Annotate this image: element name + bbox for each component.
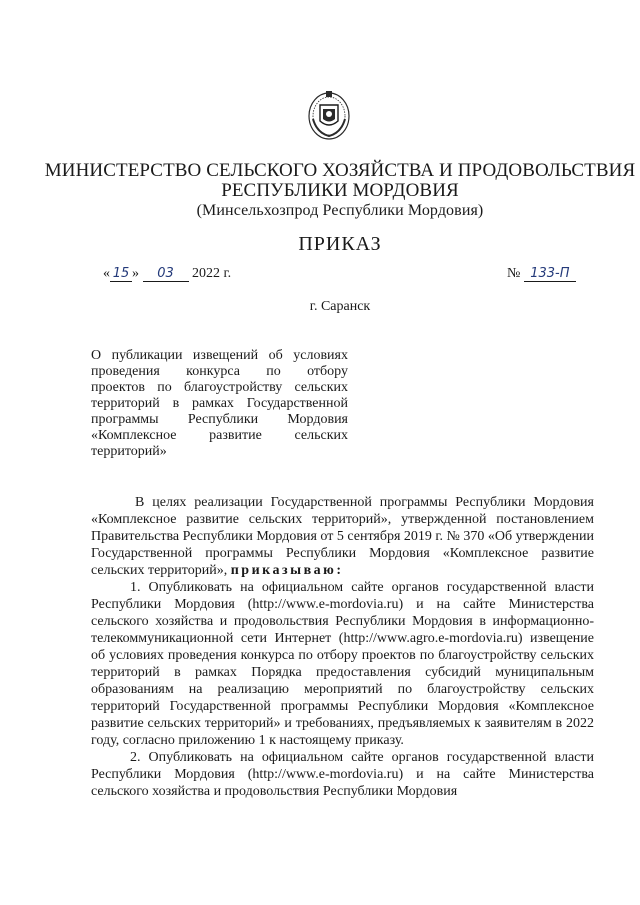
item-1-paragraph: 1. Опубликовать на официальном сайте органов государственной власти Республики Мордовия (http://www.e-mordovia.ru) и на сайте Министерства сельского хозяйства и продовольствия Республики Мордовия в информационно-телекоммуникационной сети Интернет (http://www.agro.e-mordovia.ru) извещение об условиях проведения конкурса по отбору проектов по благоустройству сельских территорий в рамках Порядка предоставления субсидий муниципальным образованиям на реализацию мероприятий по благоустройству сельских территорий Государственной программы Республики Мордовия «Комплексное развитие сельских территорий» и требованиях, предъявляемых к заявителям в 2022 году, согласно приложению 1 к настоящему приказу. [91, 580, 594, 748]
order-city: г. Саранск [309, 299, 371, 314]
date-open-quote: « [103, 266, 110, 281]
subject-line: территорий» [91, 444, 167, 459]
item-2-paragraph: 2. Опубликовать на официальном сайте органов государственной власти Республики Мордовия (http://www.e-mordovia.ru) и на сайте Министерства сельского хозяйства и продовольствия Республики Мордовия [91, 750, 594, 799]
intro-text: В целях реализации Государственной программы Республики Мордовия «Комплексное развитие сельских территорий», утвержденной постановлением Правительства Республики Мордовия от 5 сентября 2019 г. № 370 «Об утверждении Государственной программы Республики Мордовия «Комплексное развитие сельских территорий», [91, 495, 594, 578]
ministry-name-line2: РЕСПУБЛИКИ МОРДОВИЯ [221, 180, 459, 201]
date-year: 2022 г. [192, 266, 232, 281]
order-word: приказываю: [230, 563, 344, 578]
order-subject [91, 348, 348, 460]
coat-of-arms-emblem [307, 89, 351, 141]
order-body [91, 494, 594, 800]
order-title: ПРИКАЗ [298, 233, 382, 255]
order-date [103, 266, 231, 282]
date-month: 03 [143, 266, 189, 282]
subject-line: программы Республики Мордовия [91, 412, 348, 427]
subject-line: О публикации извещений об условиях [91, 348, 348, 363]
subject-line: проведения конкурса по отбору [91, 364, 348, 379]
ministry-short-name: (Минсельхозпрод Республики Мордовия) [196, 202, 484, 219]
number-label: № [507, 266, 521, 281]
number-value: 133-П [524, 266, 576, 282]
subject-line: территорий в рамках Государственной [91, 396, 348, 411]
date-day: 15 [110, 266, 132, 282]
subject-line: «Комплексное развитие сельских [91, 428, 348, 443]
subject-line: проектов по благоустройству сельских [91, 380, 348, 395]
order-number [507, 266, 576, 282]
intro-paragraph [91, 494, 594, 579]
ministry-name-line1: МИНИСТЕРСТВО СЕЛЬСКОГО ХОЗЯЙСТВА И ПРОДОВОЛЬСТВИЯ [44, 160, 636, 181]
date-close-quote: » [132, 266, 139, 281]
